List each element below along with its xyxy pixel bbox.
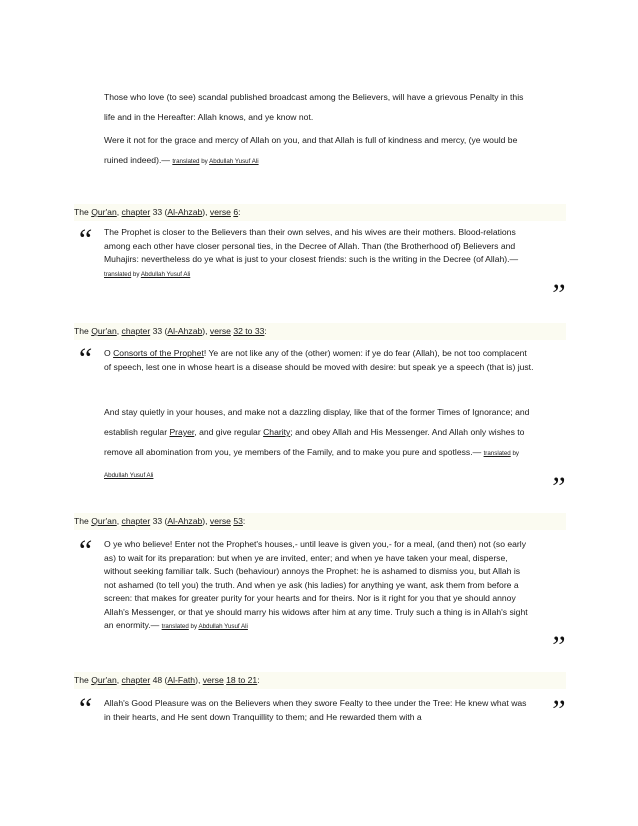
verse-reference-heading (74, 323, 566, 340)
quran-link[interactable]: Qur'an (91, 207, 117, 217)
ref-colon: : (238, 207, 241, 217)
consorts-link[interactable]: Consorts of the Prophet (113, 348, 204, 358)
quote-1 (104, 226, 534, 281)
translator-link[interactable]: Abdullah Yusuf Ali (198, 623, 248, 630)
verse-link[interactable]: verse (209, 207, 231, 217)
close-quote-mark: ” (549, 694, 566, 727)
surah-link[interactable]: Al-Ahzab (167, 516, 203, 526)
ref-close: ), (202, 326, 210, 336)
ref-close: ), (202, 207, 210, 217)
open-quote-mark: “ (76, 342, 93, 375)
chapter-link[interactable]: chapter (121, 207, 151, 217)
attribution-dash: — (509, 254, 519, 264)
chapter-number: 48 ( (150, 675, 168, 685)
charity-link[interactable]: Charity (263, 427, 291, 437)
quote-2-text: O (104, 348, 114, 358)
quran-link[interactable]: Qur'an (91, 516, 117, 526)
quran-link[interactable]: Qur'an (91, 675, 117, 685)
quote-2-text: ; and obey Allah and His Messenger. And Allah only wishes to remove all abomination from you, ye members of the Family, and to make you pure and spotless. (104, 427, 525, 457)
translator-link[interactable]: Abdullah Yusuf Ali (104, 472, 154, 479)
translated-link[interactable]: translated (172, 158, 200, 165)
verse-reference-heading (74, 513, 566, 530)
ref-the: The (74, 516, 92, 526)
verse-number-link[interactable]: 32 to 33 (233, 326, 265, 336)
verse-number-link[interactable]: 6 (233, 207, 239, 217)
chapter-link[interactable]: chapter (121, 326, 151, 336)
intro-paragraph-1 (104, 87, 534, 127)
attribution-dash: — (150, 620, 162, 630)
ref-the: The (74, 326, 92, 336)
surah-link[interactable]: Al-Ahzab (167, 326, 203, 336)
quote-1-text: The Prophet is closer to the Believers than their own selves, and his wives are their mothers. Blood-relations among each other have closer personal ties, in the Decree of Allah. Than (the Brotherhood of) Believers and Muhajirs: nevertheless do ye what is just to your closest friends: such is the writing in the Decree (of Allah). (104, 227, 516, 264)
open-quote-mark: “ (76, 692, 93, 725)
ref-colon: : (242, 516, 246, 526)
by-text: by (131, 270, 141, 278)
quote-2-text: And stay quietly in your houses, and make not a dazzling display, like that of the former Times of Ignorance; and establish regular (104, 407, 530, 437)
verse-reference-heading (74, 672, 566, 689)
attribution-dash: — (161, 155, 173, 165)
quote-4-text: Allah's Good Pleasure was on the Believers when they swore Fealty to thee under the Tree: He knew what was in their hearts, and He sent down Tranquillity to them; and He rewarded them with a (104, 698, 527, 722)
translator-link[interactable]: Abdullah Yusuf Ali (209, 158, 259, 165)
close-quote-mark: ” (549, 471, 566, 504)
quote-2-paragraph-2 (104, 402, 534, 486)
ref-the: The (74, 675, 92, 685)
chapter-number: 33 ( (150, 516, 168, 526)
close-quote-mark: ” (549, 278, 566, 311)
attribution-dash: — (472, 447, 484, 457)
quote-3 (104, 538, 534, 634)
ref-comma: , (116, 326, 122, 336)
verse-number-link[interactable]: 53 (233, 516, 243, 526)
prayer-link[interactable]: Prayer (169, 427, 195, 437)
verse-number-link[interactable]: 18 to 21 (226, 675, 258, 685)
verse-reference-heading (74, 204, 566, 221)
intro-text-1: Those who love (to see) scandal published broadcast among the Believers, will have a grievous Penalty in this life and in the Hereafter: Allah knows, and ye know not. (104, 92, 524, 122)
chapter-link[interactable]: chapter (121, 675, 151, 685)
ref-colon: : (264, 326, 267, 336)
ref-comma: , (116, 675, 122, 685)
close-quote-mark: ” (549, 630, 566, 663)
chapter-link[interactable]: chapter (121, 516, 151, 526)
by-text: by (199, 158, 210, 165)
verse-link[interactable]: verse (202, 675, 224, 685)
quote-3-text: O ye who believe! Enter not the Prophet's houses,- until leave is given you,- for a meal, (and then) not (so early as) to wait for its preparation: but when ye are invited, enter; and when ye have taken your meal, disperse, without seeking familiar talk. Such (behaviour) annoys the Prophet: he is ashamed to dismiss you, but Allah is not ashamed (to tell you) the truth. And when ye ask (his ladies) for anything ye want, ask them from before a screen: that makes for greater purity for your hearts and for theirs. Nor is it right for you that ye should annoy Allah's Messenger, or that ye should marry his widows after him at any time. Truly such a thing is in Allah's sight an enormity. (104, 539, 528, 630)
open-quote-mark: “ (76, 534, 93, 567)
ref-close: ), (202, 516, 210, 526)
chapter-number: 33 ( (150, 326, 168, 336)
translator-link[interactable]: Abdullah Yusuf Ali (140, 270, 191, 278)
ref-comma: , (116, 516, 122, 526)
quran-link[interactable]: Qur'an (91, 326, 117, 336)
ref-colon: : (257, 675, 260, 685)
surah-link[interactable]: Al-Fath (167, 675, 196, 685)
quote-4 (104, 697, 534, 724)
ref-comma: , (116, 207, 122, 217)
ref-the: The (74, 207, 92, 217)
by-text: by (510, 450, 520, 457)
ref-close: ), (195, 675, 203, 685)
intro-text-2: Were it not for the grace and mercy of Allah on you, and that Allah is full of kindness and mercy, (ye would be ruined indeed). (104, 135, 518, 165)
verse-link[interactable]: verse (209, 516, 231, 526)
translated-link[interactable]: translated (483, 450, 511, 457)
by-text: by (188, 623, 199, 630)
open-quote-mark: “ (76, 223, 93, 256)
translated-link[interactable]: translated (104, 270, 132, 278)
quote-2-text: , and give regular (194, 427, 264, 437)
intro-paragraph-2 (104, 130, 534, 172)
chapter-number: 33 ( (150, 207, 168, 217)
surah-link[interactable]: Al-Ahzab (167, 207, 203, 217)
quote-2-paragraph-1 (104, 347, 534, 374)
translated-link[interactable]: translated (161, 623, 189, 630)
verse-link[interactable]: verse (209, 326, 231, 336)
quote-2-text: ! Ye are not like any of the (other) women: if ye do fear (Allah), be not too complacent of speech, lest one in whose heart is a disease should be moved with desire: but speak ye a speech (that is) just. (104, 348, 534, 372)
